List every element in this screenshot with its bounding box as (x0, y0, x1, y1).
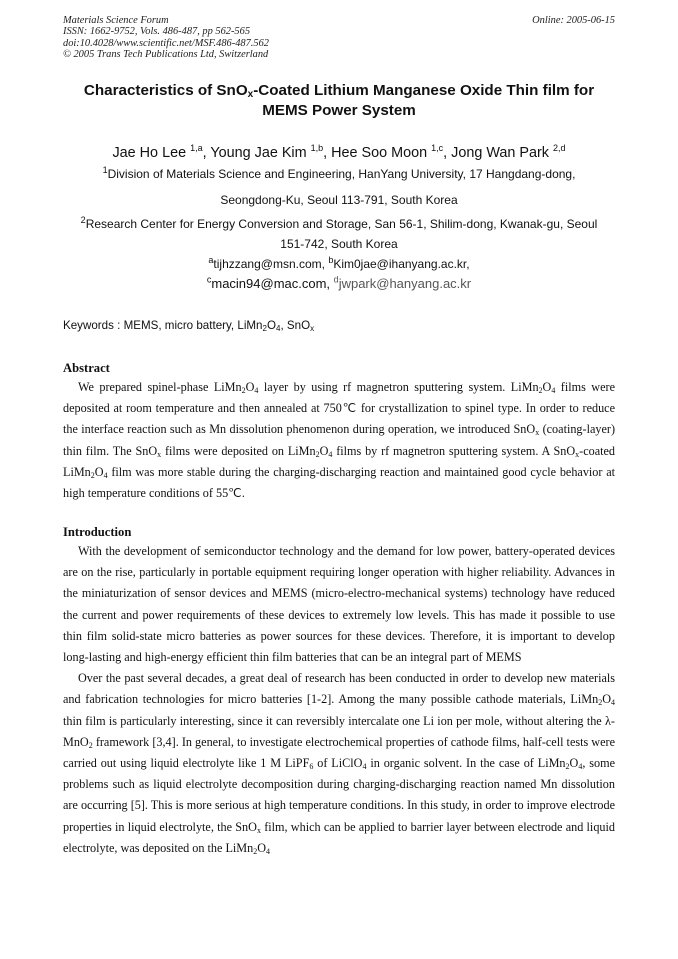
author: Jong Wan Park (451, 145, 554, 161)
intro-paragraph-1: With the development of semiconductor technology and the demand for low power, battery-operated devices are on the rise, particularly in portable equipment requiring longer operation with higher reliability. Advances in the miniaturization of sensor devices and MEMS (micro-electro-mechanical systems) technology have reduced the current and power requirements of these devices to extremely low levels. This has made it possible to use thin film solid-state micro batteries as power sources for these devices. Therefore, it is important to develop long-lasting and high-energy efficient thin film batteries that can be an integral part of MEMS (63, 544, 615, 665)
email-b: Kim0jae@ihanyang.ac.kr, (333, 257, 470, 271)
affiliation-2-cont: 151-742, South Korea (280, 237, 398, 251)
copyright-line: © 2005 Trans Tech Publications Ltd, Switzerland (63, 49, 269, 61)
paper-title: Characteristics of SnO$_x$-Coated Lithium Manganese Oxide Thin film for MEMS Power System (83, 82, 595, 119)
author: Young Jae Kim (210, 145, 311, 161)
email-c: macin94@mac.com, (211, 276, 331, 291)
affiliation-1-cont: Seongdong-Ku, Seoul 113-791, South Korea (220, 193, 458, 207)
author: Hee Soo Moon (331, 145, 432, 161)
keywords: Keywords : MEMS, micro battery, $LiMn_2O_4$, SnO$_x$ (63, 319, 315, 333)
email-a: tijhzzang@msn.com (213, 257, 322, 271)
issn-line: ISSN: 1662-9752, Vols. 486-487, pp 562-565 (63, 26, 251, 38)
author: Jae Ho Lee (112, 145, 191, 161)
email-d: jwpark@hanyang.ac.kr (338, 276, 472, 291)
doi-line: doi:10.4028/www.scientific.net/MSF.486-487.562 (63, 37, 269, 49)
abstract-heading: Abstract (63, 361, 110, 375)
online-date: Online: 2005-06-15 (532, 15, 615, 26)
affiliation-1: $^1$Division of Materials Science and Engineering, HanYang University, 17 Hangdang-dong, (102, 165, 576, 181)
journal-header (63, 15, 615, 61)
introduction-section (63, 523, 615, 859)
email-line-1: $^a$tijhzzang@msn.com, $^b$Kim0jae@ihanyang.ac.kr, (208, 255, 470, 271)
intro-paragraph-2: Over the past several decades, a great deal of research has been conducted in order to develop new materials and fabrication technologies for micro batteries [1-2]. Among the many possible cathode materials, $LiMn_2O_4$ thin film is particularly interesting, since it can reversibly intercalate one Li ion per mole, without altering the λ-MnO$_2$ framework [3,4]. In general, to investigate electrochemical properties of cathode films, half-cell tests were carried out using liquid electrolyte like 1 M LiPF$_6$ of LiClO$_4$ in organic solvent. In the case of $LiMn_2O_4$, some problems such as liquid electrolyte decomposition during charging-discharging reaction named Mn dissolution are occurring [5]. This is more serious at high temperature conditions. In this study, in order to improve electrode properties in liquid electrolyte, the SnO$_x$ film, which can be applied to barrier layer between electrode and liquid electrolyte, was deposited on the $LiMn_2O_4$ (63, 671, 615, 856)
introduction-heading: Introduction (63, 525, 132, 539)
affiliation-2: $^2$Research Center for Energy Conversion and Storage, San 56-1, Shilim-dong, Kwanak-gu, Seoul (80, 215, 598, 231)
abstract-section (63, 359, 615, 504)
email-line-2: $^c$macin94@mac.com, $^d$jwpark@hanyang.ac.kr (206, 274, 472, 291)
journal-name: Materials Science Forum (63, 15, 169, 26)
author-list: Jae Ho Lee $^{1,a}$, Young Jae Kim $^{1,b}$, Hee Soo Moon $^{1,c}$, Jong Wan Park $^{2,d}$ (112, 143, 566, 161)
abstract-text: We prepared spinel-phase $LiMn_2O_4$ layer by using rf magnetron sputtering system. $LiMn_2O_4$ films were deposited at room temperature and then annealed at 750℃ for crystallization to spinel type. In order to reduce the interface reaction such as Mn dissolution phenomenon during operation, we introduced SnO$_x$ (coating-layer) thin film. The SnO$_x$ films were deposited on $LiMn_2O_4$ films by rf magnetron sputtering system. A SnO$_x$-coated $LiMn_2O_4$ film was more stable during the charging-discharging reaction and maintained good cycle behavior at high temperature conditions of 55℃. (63, 380, 616, 501)
